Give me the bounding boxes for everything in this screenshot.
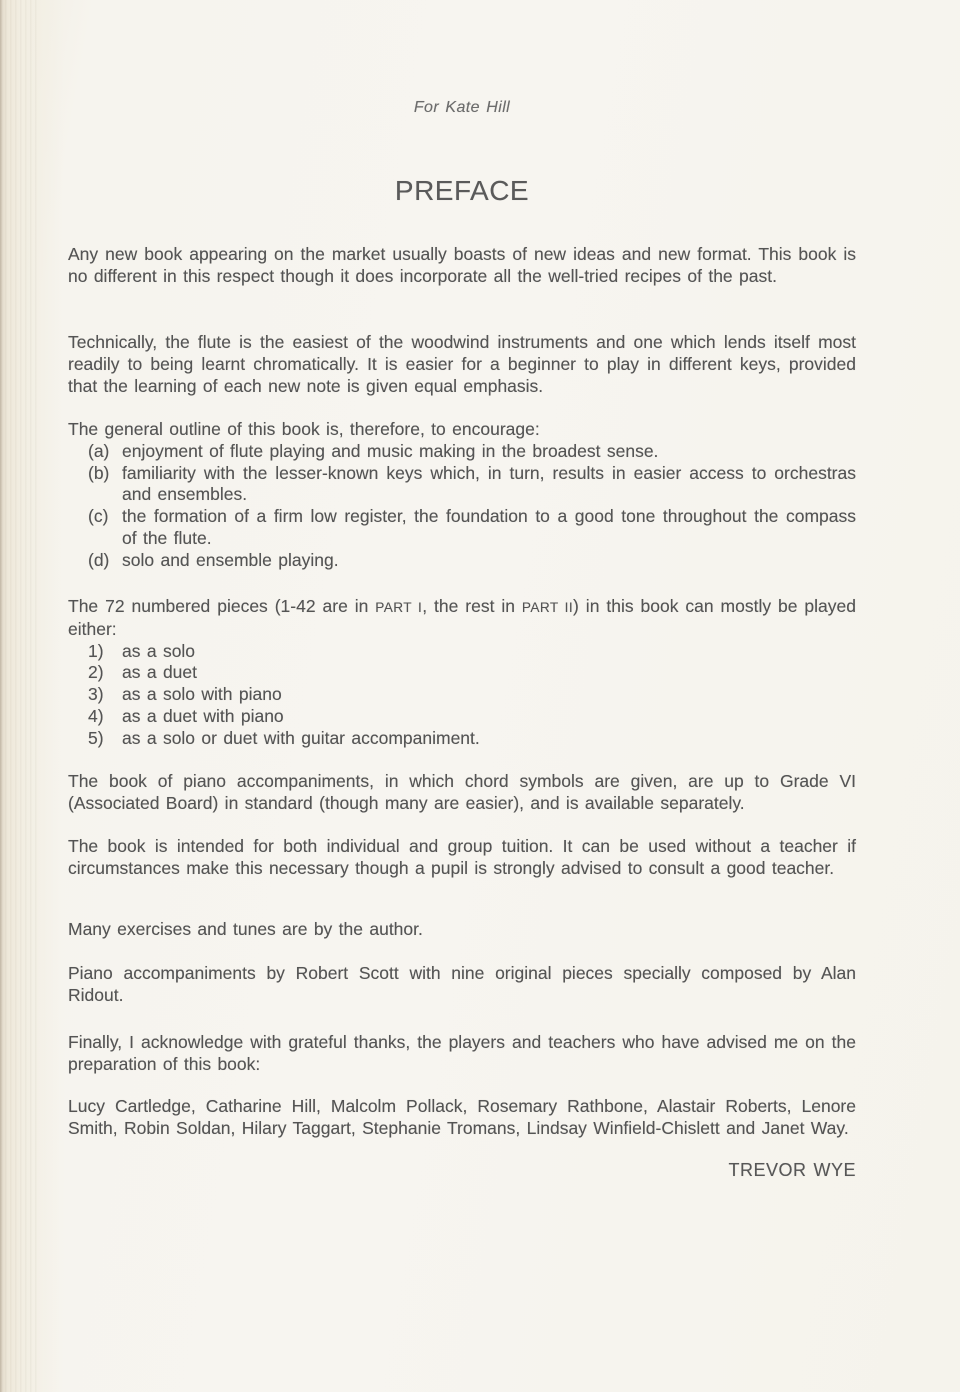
list-item-text: the formation of a firm low register, the foundation to a good tone throughout the compass of the flute.: [122, 506, 856, 548]
outline-list: [68, 441, 856, 572]
page-binding-shadow: [0, 0, 64, 1392]
paragraph-thanks: Finally, I acknowledge with grateful thanks, the players and teachers who have advised me on the preparation of this book:: [68, 1032, 856, 1074]
outline-lead: The general outline of this book is, therefore, to encourage:: [68, 419, 540, 439]
pieces-lead-text: , the rest in: [422, 596, 522, 616]
list-item-text: as a solo with piano: [122, 684, 282, 705]
list-marker: 2): [88, 662, 104, 683]
list-marker: (b): [88, 462, 110, 483]
list-item-text: familiarity with the lesser-known keys which, in turn, results in easier access to orchestras and ensembles.: [122, 462, 856, 505]
list-item-text: solo and ensemble playing.: [122, 549, 339, 570]
paragraph-intro: Any new book appearing on the market usually boasts of new ideas and new format. This book is no different in this respect though it does incorporate all the well-tried recipes of the past.: [68, 244, 856, 286]
paragraph-technical: Technically, the flute is the easiest of the woodwind instruments and one which lends itself most readily to being learnt chromatically. It is easier for a beginner to play in different keys, provided that the learning of each new note is given equal emphasis.: [68, 332, 856, 396]
list-marker: 5): [88, 727, 104, 748]
list-marker: 4): [88, 705, 104, 726]
list-item-text: as a duet: [122, 662, 197, 683]
pieces-list: [68, 641, 856, 750]
list-item-text: as a duet with piano: [122, 705, 284, 726]
list-item: [68, 441, 856, 463]
list-marker: 3): [88, 684, 104, 705]
list-item-text: enjoyment of flute playing and music making in the broadest sense.: [122, 440, 659, 461]
part-one-label: PART I: [375, 600, 423, 615]
list-item: [68, 706, 856, 728]
list-item: [68, 506, 856, 550]
pieces-lead-text: ) in this book can mostly be played either:: [68, 596, 856, 639]
pieces-section: [68, 596, 856, 750]
list-item: [68, 662, 856, 684]
list-marker: (c): [88, 506, 109, 527]
list-marker: (d): [88, 549, 110, 570]
pieces-lead: [68, 596, 856, 641]
list-item: [68, 684, 856, 706]
paragraph-author: Many exercises and tunes are by the author.: [68, 919, 423, 939]
outline-section: [68, 419, 856, 572]
list-marker: (a): [88, 440, 110, 461]
list-item: [68, 641, 856, 663]
list-item: [68, 463, 856, 507]
paragraph-tuition: The book is intended for both individual and group tuition. It can be used without a teacher if circumstances make this necessary though a pupil is strongly advised to consult a good teacher.: [68, 836, 856, 878]
part-two-label: PART II: [521, 600, 574, 615]
page-edge-texture: [0, 0, 40, 1392]
list-item-text: as a solo or duet with guitar accompaniment.: [122, 727, 480, 748]
paragraph-names: Lucy Cartledge, Catharine Hill, Malcolm Pollack, Rosemary Rathbone, Alastair Roberts, Lenore Smith, Robin Soldan, Hilary Taggart, Stephanie Tromans, Lindsay Winfield-Chislett and Janet Way.: [68, 1096, 856, 1138]
page-title: PREFACE: [394, 175, 530, 206]
list-item-text: as a solo: [122, 640, 196, 661]
paragraph-piano-book: The book of piano accompaniments, in which chord symbols are given, are up to Grade VI (Associated Board) in standard (though many are easier), and is available separately.: [68, 771, 856, 813]
list-marker: 1): [88, 640, 104, 661]
pieces-lead-text: The 72 numbered pieces (1-42 are in: [68, 596, 376, 616]
list-item: [68, 550, 856, 572]
author-signature: TREVOR WYE: [728, 1160, 856, 1180]
paragraph-accompaniments: Piano accompaniments by Robert Scott with nine original pieces specially composed by Alan Ridout.: [68, 963, 856, 1005]
list-item: [68, 728, 856, 750]
dedication: For Kate Hill: [413, 99, 511, 116]
